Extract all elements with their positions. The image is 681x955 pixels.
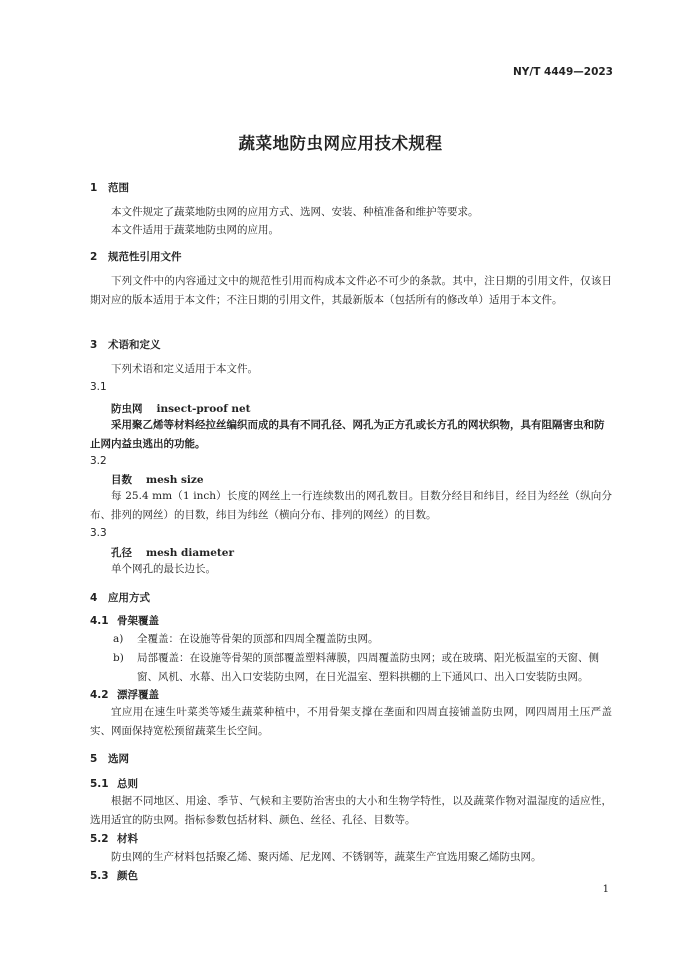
list-marker: a) [113,633,124,645]
subsection-title: 骨架覆盖 [117,615,159,627]
term-entry [111,401,251,416]
section-title: 术语和定义 [108,339,161,351]
subsection-heading [90,831,138,846]
term-definition: 采用聚乙烯等材料经拉丝编织而成的具有不同孔径、网孔为正方孔或长方孔的网状织物，具有阻隔害虫和防止网内益虫逃出的功能。 [90,419,605,450]
subsection-title: 漂浮覆盖 [117,689,159,701]
clause-number: 3.2 [90,455,107,467]
subsection-number: 5.2 [90,833,109,845]
paragraph: 下列文件中的内容通过文中的规范性引用而构成本文件必不可少的条款。其中，注日期的引用文件，仅该日期对应的版本适用于本文件；不注日期的引用文件，其最新版本（包括所有的修改单）适用于本文件。 [90,275,612,306]
section-number: 3 [90,339,98,351]
section-3-heading [90,337,161,352]
term-definition: 每 25.4 mm（1 inch）长度的网丝上一行连续数出的网孔数目。目数分经目和纬目，经目为经丝（纵向分布、排列的网丝）的目数，纬目为纬丝（横向分布、排列的网丝）的目数。 [90,490,612,521]
section-title: 规范性引用文件 [108,251,182,263]
paragraph: 宜应用在速生叶菜类等矮生蔬菜种植中，不用骨架支撑在垄面和四周直接铺盖防虫网，网四周用土压严盖实、网面保持宽松预留蔬菜生长空间。 [90,706,612,737]
clause-number: 3.3 [90,527,107,539]
paragraph: 本文件规定了蔬菜地防虫网的应用方式、选网、安装、种植准备和维护等要求。 [111,206,479,218]
paragraph: 根据不同地区、用途、季节、气候和主要防治害虫的大小和生物学特性，以及蔬菜作物对温湿度的适应性，选用适宜的防虫网。指标参数包括材料、颜色、丝径、孔径、目数等。 [90,795,612,826]
section-1-heading [90,180,129,195]
standard-number: NY/T 4449—2023 [513,66,613,78]
section-number: 2 [90,251,98,263]
subsection-number: 5.3 [90,870,109,882]
term-zh: 目数 [111,474,132,486]
clause-number: 3.1 [90,381,107,393]
term-entry [111,472,204,487]
list-item [113,630,612,649]
list-text: 全覆盖：在设施等骨架的顶部和四周全覆盖防虫网。 [137,633,379,645]
subsection-heading [90,868,138,883]
subsection-number: 5.1 [90,778,109,790]
section-4-heading [90,590,150,605]
subsection-number: 4.2 [90,689,109,701]
list-item [113,649,612,686]
subsection-title: 颜色 [117,870,138,882]
term-zh: 孔径 [111,547,132,559]
subsection-title: 材料 [117,833,138,845]
page-number: 1 [602,884,609,895]
subsection-heading [90,776,138,791]
paragraph: 防虫网的生产材料包括聚乙烯、聚丙烯、尼龙网、不锈钢等，蔬菜生产宜选用聚乙烯防虫网。 [111,851,542,863]
list-text: 局部覆盖：在设施等骨架的顶部覆盖塑料薄膜，四周覆盖防虫网；或在玻璃、阳光板温室的天窗、侧窗、风机、水幕、出入口安装防虫网，在日光温室、塑料拱棚的上下通风口、出入口安装防虫网。 [137,652,599,683]
subsection-title: 总则 [117,778,138,790]
term-zh: 防虫网 [111,403,143,415]
subsection-heading [90,687,159,702]
term-entry [111,545,234,560]
paragraph: 本文件适用于蔬菜地防虫网的应用。 [111,224,279,236]
section-number: 4 [90,592,98,604]
section-2-heading [90,249,182,264]
section-title: 应用方式 [108,592,150,604]
term-en: mesh diameter [146,547,234,559]
list-marker: b) [113,652,124,664]
term-en: mesh size [146,474,204,486]
subsection-number: 4.1 [90,615,109,627]
section-5-heading [90,751,129,766]
section-title: 范围 [108,182,129,194]
subsection-heading [90,613,159,628]
section-number: 1 [90,182,98,194]
term-en: insect-proof net [156,403,251,415]
section-number: 5 [90,753,98,765]
document-title: 蔬菜地防虫网应用技术规程 [238,134,443,153]
paragraph: 下列术语和定义适用于本文件。 [111,363,258,375]
term-definition: 单个网孔的最长边长。 [111,563,216,575]
section-title: 选网 [108,753,129,765]
